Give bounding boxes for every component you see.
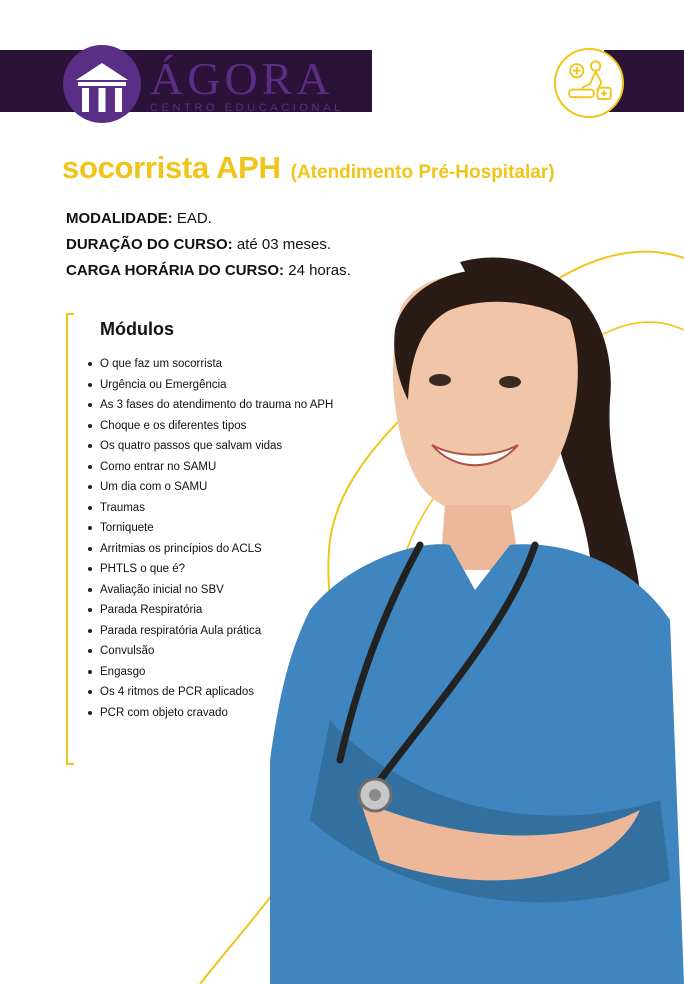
brand-tagline: CENTRO EDUCACIONAL	[150, 102, 344, 114]
list-item: Urgência ou Emergência	[86, 375, 333, 396]
info-modality-label: MODALIDADE:	[66, 210, 173, 227]
info-duration-label: DURAÇÃO DO CURSO:	[66, 236, 233, 253]
nurse-photo	[270, 240, 684, 984]
list-item: Um dia com o SAMU	[86, 477, 333, 498]
info-hours-value: 24 horas.	[288, 262, 351, 279]
list-item: Choque e os diferentes tipos	[86, 416, 333, 437]
list-item: Os quatro passos que salvam vidas	[86, 436, 333, 457]
list-item: Arritmias os princípios do ACLS	[86, 539, 333, 560]
temple-columns-icon	[62, 44, 142, 124]
info-modality-value: EAD.	[176, 210, 212, 227]
list-item: Avaliação inicial no SBV	[86, 580, 333, 601]
list-item: Torniquete	[86, 518, 333, 539]
modules-bracket	[66, 313, 74, 765]
list-item: Traumas	[86, 498, 333, 519]
list-item: Convulsão	[86, 641, 333, 662]
modules-heading: Módulos	[100, 319, 174, 339]
list-item: PCR com objeto cravado	[86, 703, 333, 724]
brand-name: ÁGORA	[150, 53, 334, 104]
first-aid-rescuer-icon	[556, 50, 622, 116]
info-hours-label: CARGA HORÁRIA DO CURSO:	[66, 262, 285, 279]
list-item: As 3 fases do atendimento do trauma no APH	[86, 395, 333, 416]
info-modality	[66, 210, 212, 227]
list-item: Como entrar no SAMU	[86, 457, 333, 478]
list-item: Engasgo	[86, 662, 333, 683]
info-duration-value: até 03 meses.	[236, 236, 332, 253]
list-item: PHTLS o que é?	[86, 559, 333, 580]
list-item: O que faz um socorrista	[86, 354, 333, 375]
list-item: Os 4 ritmos de PCR aplicados	[86, 682, 333, 703]
course-title	[62, 150, 555, 186]
course-title-subtitle: (Atendimento Pré-Hospitalar)	[290, 162, 555, 183]
course-title-main: socorrista APH	[62, 150, 281, 185]
list-item: Parada Respiratória	[86, 600, 333, 621]
first-aid-badge	[554, 48, 624, 118]
list-item: Parada respiratória Aula prática	[86, 621, 333, 642]
